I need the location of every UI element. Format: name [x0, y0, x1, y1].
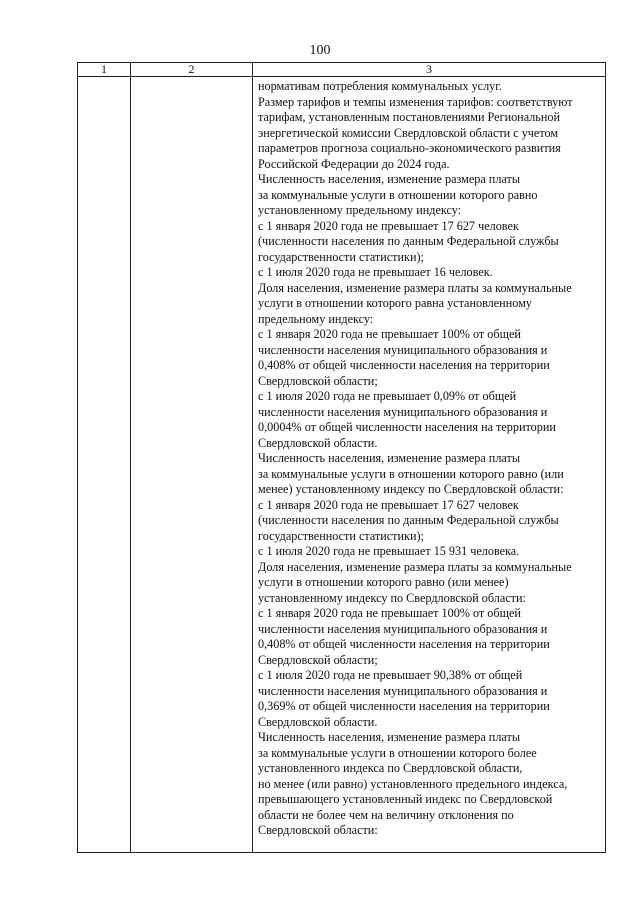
- text-line: государственности статистики);: [258, 249, 424, 264]
- text-line: Численность населения, изменение размера платы: [258, 730, 521, 744]
- text-line: за коммунальные услуги в отношении которого равно (или: [258, 466, 564, 481]
- cell-col-2: [131, 77, 253, 853]
- column-header-1: 1: [78, 63, 131, 77]
- document-table: [77, 62, 606, 853]
- text-line: Свердловской области;: [258, 652, 378, 667]
- text-line: нормативам потребления коммунальных услуг.: [258, 79, 502, 93]
- text-line: с 1 июля 2020 года не превышает 16 человек.: [258, 265, 493, 279]
- text-line: с 1 июля 2020 года не превышает 0,09% от общей: [258, 389, 517, 403]
- text-line: 0,0004% от общей численности населения на территории: [258, 420, 556, 434]
- text-line: численности населения муниципального образования и: [258, 404, 548, 419]
- text-line: 0,369% от общей численности населения на территории: [258, 699, 550, 713]
- text-line: Свердловской области.: [258, 435, 378, 450]
- text-line: Доля населения, изменение размера платы за коммунальные: [258, 280, 572, 295]
- table-header-row: [78, 63, 606, 77]
- text-line: численности населения муниципального образования и: [258, 621, 548, 636]
- text-line: (численности населения по данным Федеральной службы: [258, 234, 559, 248]
- text-line: за коммунальные услуги в отношении которого равно: [258, 187, 538, 202]
- text-line: с 1 января 2020 года не превышает 17 627 человек: [258, 497, 519, 512]
- text-line: за коммунальные услуги в отношении которого более: [258, 745, 537, 760]
- text-line: тарифам, установленным постановлениями Региональной: [258, 110, 560, 124]
- text-line: Размер тарифов и темпы изменения тарифов: соответствуют: [258, 94, 573, 109]
- text-line: Численность населения, изменение размера платы: [258, 172, 521, 186]
- text-line: Российской Федерации до 2024 года.: [258, 156, 450, 171]
- text-line: превышающего установленный индекс по Свердловской: [258, 792, 553, 806]
- text-line: Свердловской области:: [258, 823, 378, 837]
- cell-col-1: [78, 77, 131, 853]
- text-line: параметров прогноза социально-экономического развития: [258, 141, 561, 155]
- cell-col-3: [253, 77, 606, 853]
- text-line: менее) установленному индексу по Свердловской области:: [258, 482, 564, 496]
- text-line: установленного индекса по Свердловской области,: [258, 761, 523, 775]
- text-line: установленному индексу по Свердловской области:: [258, 590, 526, 605]
- text-line: области не более чем на величину отклонения по: [258, 807, 514, 822]
- text-line: услуги в отношении которого равно (или менее): [258, 575, 509, 589]
- text-line: численности населения муниципального образования и: [258, 683, 548, 698]
- text-line: с 1 января 2020 года не превышает 100% от общей: [258, 327, 521, 341]
- text-line: Свердловской области;: [258, 373, 378, 388]
- text-line: энергетической комиссии Свердловской области с учетом: [258, 125, 559, 140]
- body-text: [253, 77, 605, 839]
- page-number: 100: [309, 43, 331, 58]
- text-line: услуги в отношении которого равна установленному: [258, 296, 532, 310]
- text-line: 0,408% от общей численности населения на территории: [258, 637, 550, 651]
- text-line: с 1 июля 2020 года не превышает 90,38% от общей: [258, 668, 523, 682]
- text-line: с 1 июля 2020 года не превышает 15 931 человека.: [258, 544, 520, 558]
- table-row: [78, 77, 606, 853]
- text-line: с 1 января 2020 года не превышает 17 627 человек: [258, 218, 519, 233]
- text-line: но менее (или равно) установленного предельного индекса,: [258, 776, 568, 791]
- column-header-2: 2: [131, 63, 253, 77]
- text-line: с 1 января 2020 года не превышает 100% от общей: [258, 606, 521, 620]
- text-line: численности населения муниципального образования и: [258, 342, 548, 357]
- column-header-3: 3: [253, 63, 606, 77]
- text-line: (численности населения по данным Федеральной службы: [258, 513, 559, 527]
- text-line: предельному индексу:: [258, 311, 374, 326]
- text-line: Численность населения, изменение размера платы: [258, 451, 521, 465]
- text-line: установленному предельному индексу:: [258, 203, 462, 217]
- text-line: 0,408% от общей численности населения на территории: [258, 358, 550, 372]
- text-line: Свердловской области.: [258, 714, 378, 729]
- text-line: Доля населения, изменение размера платы за коммунальные: [258, 559, 572, 574]
- text-line: государственности статистики);: [258, 528, 424, 543]
